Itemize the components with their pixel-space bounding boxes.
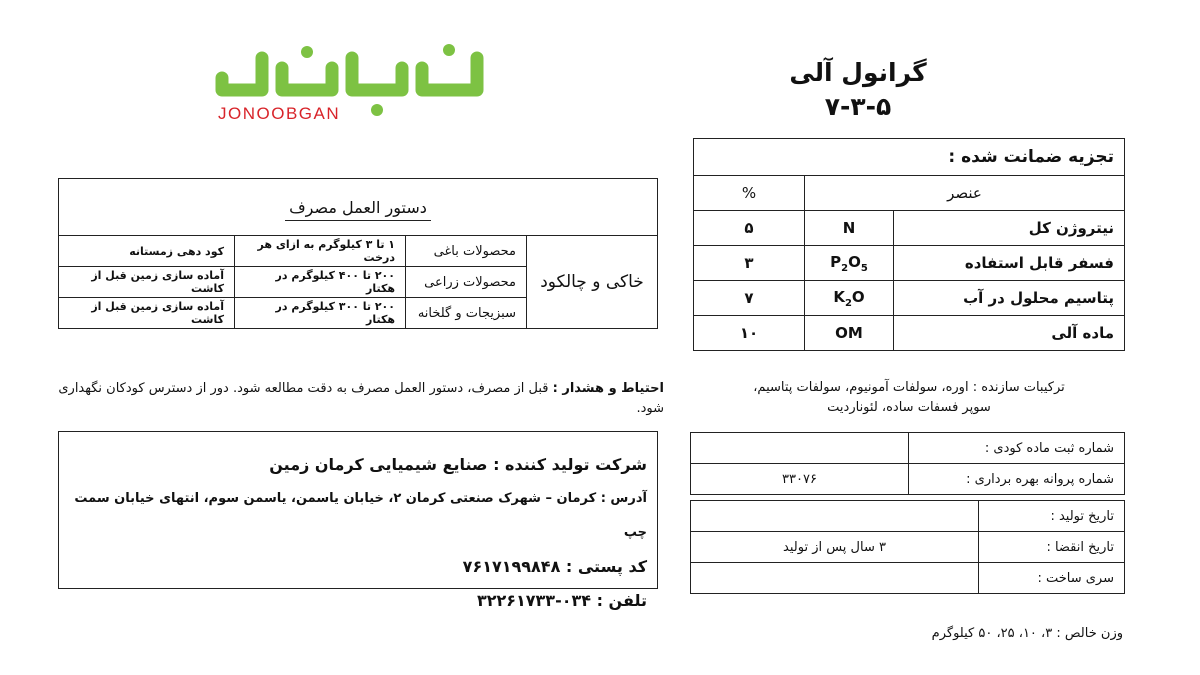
reg-number-label: شماره ثبت ماده کودی : [909,433,1125,464]
analysis-row [694,316,1125,351]
producer-phone: تلفن : ۰۳۴-۳۲۲۶۱۷۳۳ [476,591,647,610]
reg-number-value [691,433,909,464]
logo-en-text: JONOOBGAN [218,104,341,123]
caution-body: قبل از مصرف، دستور العمل مصرف به دقت مطالعه شود. دور از دسترس کودکان نگهداری شود. [58,381,664,416]
analysis-title: تجزیه ضمانت شده : [694,139,1125,176]
element-name: ماده آلی [894,316,1125,351]
element-symbol: OM [805,316,894,351]
ingredients-line: سوپر فسفات ساده، لئوناردیت [827,400,991,415]
logo-fa-text: جنوبگان [212,23,265,42]
element-symbol-p2o5: $P_2O_5$ [805,246,894,281]
registration-table [690,432,1125,495]
element-header: عنصر [805,176,1125,211]
batch-value [691,563,979,594]
analysis-row [694,211,1125,246]
analysis-row [694,281,1125,316]
license-value: ۳۳۰۷۶ [691,464,909,495]
usage-crop: محصولات باغی [406,236,527,267]
product-name: گرانول آلی [789,58,927,87]
element-value: ۷ [694,281,805,316]
usage-title: دستور العمل مصرف [285,198,431,221]
net-weight: وزن خالص : ۳، ۱۰، ۲۵، ۵۰ کیلوگرم [931,626,1123,641]
usage-rate: ۲۰۰ تا ۳۰۰ کیلوگرم در هکتار [235,298,406,329]
caution-text [44,379,664,419]
exp-date-value: ۳ سال پس از تولید [691,532,979,563]
element-value: ۵ [694,211,805,246]
element-symbol: N [805,211,894,246]
caution-label: احتیاط و هشدار : [552,381,664,396]
product-title [748,56,968,124]
license-label: شماره پروانه بهره برداری : [909,464,1125,495]
usage-time: آماده سازی زمین قبل از کاشت [59,267,235,298]
element-value: ۱۰ [694,316,805,351]
exp-date-label: تاریخ انقضا : [979,532,1125,563]
usage-crop: سبزیجات و گلخانه [406,298,527,329]
element-symbol-k2o: $K_2O$ [805,281,894,316]
dates-table [690,500,1125,594]
producer-address: آدرس : کرمان – شهرک صنعتی کرمان ۲، خیابان یاسمن، یاسمن سوم، انتهای خیابان سمت چپ [74,491,647,540]
prod-date-value [691,501,979,532]
element-name: نیتروژن کل [894,211,1125,246]
usage-rate: ۲۰۰ تا ۴۰۰ کیلوگرم در هکتار [235,267,406,298]
usage-time: آماده سازی زمین قبل از کاشت [59,298,235,329]
usage-time: کود دهی زمستانه [59,236,235,267]
batch-label: سری ساخت : [979,563,1125,594]
producer-postal: کد پستی : ۷۶۱۷۱۹۹۸۴۸ [462,557,647,576]
usage-crop: محصولات زراعی [406,267,527,298]
usage-table [58,178,658,329]
usage-method: خاکی و چالکود [527,236,658,329]
usage-rate: ۱ تا ۳ کیلوگرم به ازای هر درخت [235,236,406,267]
product-formula: ۷-۳-۵ [824,92,892,121]
element-value: ۳ [694,246,805,281]
analysis-row [694,246,1125,281]
ingredients-text [693,378,1125,418]
element-name: فسفر قابل استفاده [894,246,1125,281]
percent-header: % [694,176,805,211]
producer-company: شرکت تولید کننده : صنایع شیمیایی کرمان زمین [269,455,647,474]
producer-box [58,431,658,610]
ingredients-line: ترکیبات سازنده : اوره، سولفات آمونیوم، سولفات پتاسیم، [753,380,1065,395]
usage-title-cell [59,179,658,236]
prod-date-label: تاریخ تولید : [979,501,1125,532]
element-name: پتاسیم محلول در آب [894,281,1125,316]
usage-row [59,236,658,267]
guaranteed-analysis-table [693,138,1125,351]
